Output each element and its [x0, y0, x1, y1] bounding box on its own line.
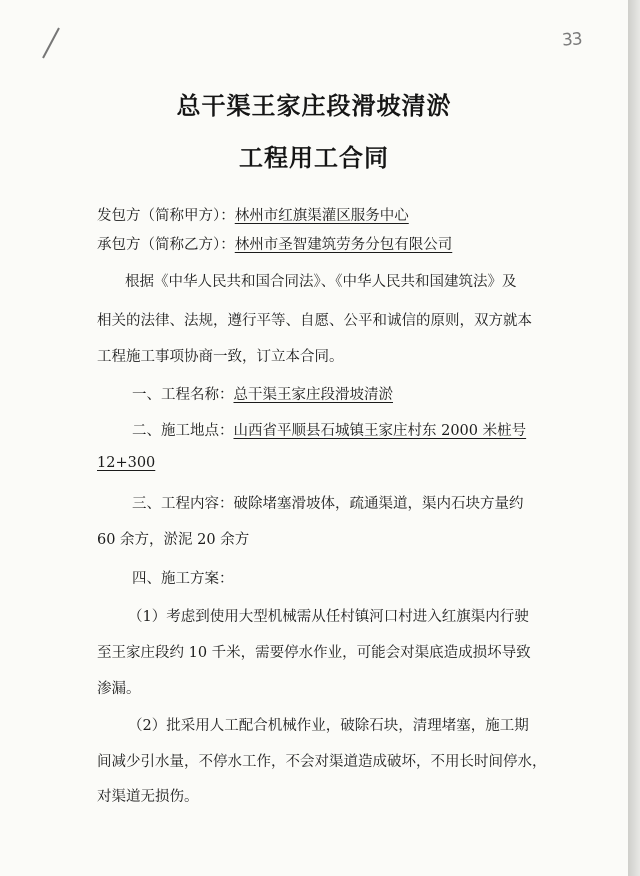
section-2-value-1: 山西省平顺县石城镇王家庄村东 2000 米桩号: [233, 423, 527, 439]
scan-edge: [628, 0, 640, 876]
section-4-p1-line-2: 至王家庄段约 10 千米，需要停水作业，可能会对渠底造成损坏导致: [97, 645, 531, 661]
intro-line-1: 根据《中华人民共和国合同法》、《中华人民共和国建筑法》及: [125, 274, 517, 290]
document-title-line-1: 总干渠王家庄段滑坡清淤: [176, 91, 452, 120]
party-b-label: 承包方（简称乙方）：: [97, 237, 235, 253]
section-1-label: 一、工程名称：: [132, 387, 234, 403]
section-3-line-1: 三、工程内容：破除堵塞滑坡体，疏通渠道，渠内石块方量约: [132, 496, 524, 512]
section-1-line: [132, 383, 393, 404]
section-4-p1-line-3: 渗漏。: [97, 681, 141, 697]
section-4-heading: 四、施工方案：: [132, 571, 234, 587]
party-b-value: 林州市圣智建筑劳务分包有限公司: [234, 237, 453, 253]
section-4-p2-line-2: 间减少引水量，不停水工作，不会对渠道造成破坏，不用长时间停水，: [97, 754, 547, 770]
handwritten-page-number: 33: [561, 29, 583, 51]
party-a-label: 发包方（简称甲方）：: [97, 208, 235, 224]
party-b-line: [97, 233, 452, 254]
section-4-p2-line-3: 对渠道无损伤。: [97, 789, 199, 805]
party-a-value: 林州市红旗渠灌区服务中心: [234, 208, 409, 224]
section-4-p2-line-1: （2）批采用人工配合机械作业，破除石块，清理堵塞，施工期: [128, 718, 529, 734]
document-title-line-2: 工程用工合同: [239, 143, 389, 172]
section-2-line: [132, 419, 526, 440]
section-4-p1-line-1: （1）考虑到使用大型机械需从任村镇河口村进入红旗渠内行驶: [128, 609, 529, 625]
section-2-label: 二、施工地点：: [132, 423, 234, 439]
handwritten-slash-mark: [42, 28, 60, 59]
section-3-line-2: 60 余方，淤泥 20 余方: [97, 532, 250, 548]
party-a-line: [97, 204, 409, 225]
intro-line-2: 相关的法律、法规，遵行平等、自愿、公平和诚信的原则，双方就本: [97, 313, 532, 329]
intro-line-3: 工程施工事项协商一致，订立本合同。: [97, 349, 344, 365]
section-2-value-2: 12+300: [97, 455, 156, 471]
section-1-value: 总干渠王家庄段滑坡清淤: [233, 387, 393, 403]
